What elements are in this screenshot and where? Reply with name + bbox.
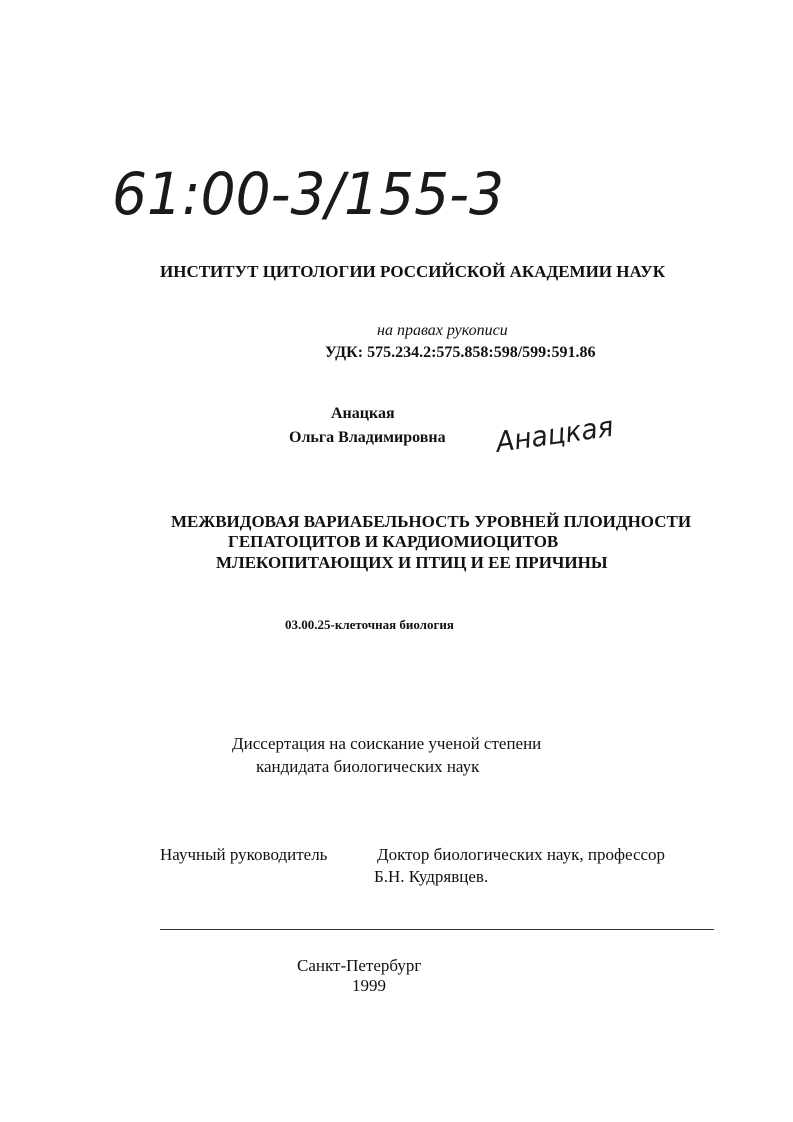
author-signature — [493, 400, 623, 460]
title-line-1: МЕЖВИДОВАЯ ВАРИАБЕЛЬНОСТЬ УРОВНЕЙ ПЛОИДНОСТИ — [171, 512, 692, 531]
divider-line — [160, 929, 714, 930]
degree-line-1: Диссертация на соискание ученой степени — [232, 734, 542, 753]
degree-line-2: кандидата биологических наук — [256, 757, 480, 776]
specialty: 03.00.25-клеточная биология — [285, 617, 454, 632]
title-line-2: ГЕПАТОЦИТОВ И КАРДИОМИОЦИТОВ — [228, 532, 559, 551]
udk-code: УДК: 575.234.2:575.858:598/599:591.86 — [325, 344, 596, 361]
supervisor-label: Научный руководитель — [160, 845, 328, 864]
handwritten-shelfmark — [112, 148, 512, 230]
shelfmark-text: 61:00-3/155-3 — [112, 160, 504, 228]
title-line-3: МЛЕКОПИТАЮЩИХ И ПТИЦ И ЕЕ ПРИЧИНЫ — [216, 553, 608, 572]
supervisor-name: Б.Н. Кудрявцев. — [374, 867, 489, 886]
signature-text: Анацкая — [493, 408, 622, 459]
institution-name: ИНСТИТУТ ЦИТОЛОГИИ РОССИЙСКОЙ АКАДЕМИИ НАУК — [160, 262, 666, 281]
year: 1999 — [352, 976, 386, 995]
manuscript-note: на правах рукописи — [377, 322, 508, 339]
author-surname: Анацкая — [331, 405, 395, 422]
supervisor-title: Доктор биологических наук, профессор — [377, 845, 666, 864]
author-given-names: Ольга Владимировна — [289, 429, 446, 446]
city: Санкт-Петербург — [297, 956, 422, 975]
